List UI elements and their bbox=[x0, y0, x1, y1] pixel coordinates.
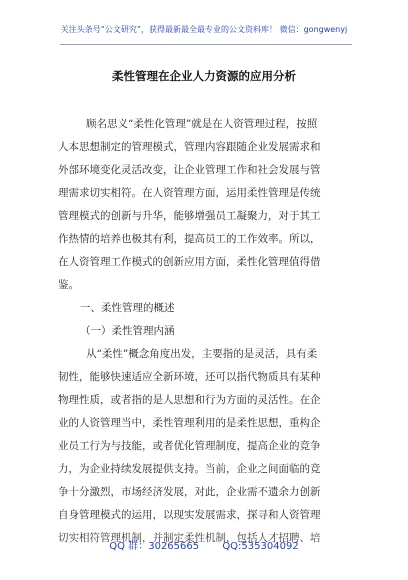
header-divider bbox=[60, 44, 352, 45]
body-line: 鉴。 bbox=[58, 279, 79, 291]
footer-qq: QQ:535304092 bbox=[222, 541, 299, 552]
body-line: 外部环境变化灵活改变，让企业管理工作和社会发展与管 bbox=[58, 164, 321, 176]
header-note: 关注头条号“公文研究”，获得最新最全最专业的公文资料库！ 微信：gongwenyj bbox=[60, 25, 348, 34]
body-line: 理需求切实相符。在人资管理方面，运用柔性管理是传统 bbox=[58, 187, 321, 199]
body-line: 争十分激烈，市场经济发展，对此，企业需不遗余力创新 bbox=[58, 486, 321, 498]
document-title: 柔性管理在企业人力资源的应用分析 bbox=[112, 69, 296, 83]
body-line: 韧性，能够快速适应全新环境，还可以指代物质具有某种 bbox=[58, 371, 321, 383]
body-line: 在人资管理工作模式的创新应用方面，柔性化管理值得借 bbox=[58, 256, 321, 268]
subsection-heading: （一）柔性管理内涵 bbox=[80, 325, 175, 337]
body-line: 自身管理模式的运用，以现实发展需求，探寻和人资管理 bbox=[58, 509, 321, 521]
body-line: 物理性质，或者指的是人思想和行为方面的灵活性。在企 bbox=[58, 394, 321, 406]
body-line: 业员工行为与技能，或者优化管理制度，提高企业的竞争 bbox=[58, 440, 321, 452]
body-line: 作热情的培养也极其有利，提高员工的工作效率。所以， bbox=[58, 233, 321, 245]
section-heading: 一、柔性管理的概述 bbox=[80, 302, 175, 314]
body-line: 切实相符管理机制，并制定柔性机制，包括人才招聘、培 bbox=[58, 532, 321, 544]
body-line: 管理模式的创新与升华，能够增强员工凝聚力，对于其工 bbox=[58, 210, 321, 222]
body-line: 人本思想制定的管理模式，管理内容跟随企业发展需求和 bbox=[58, 141, 321, 153]
footer-contact bbox=[0, 537, 408, 552]
body-line: 从“柔性”概念角度出发，主要指的是灵活，具有柔 bbox=[86, 348, 318, 360]
body-line: 力，为企业持续发展提供支持。当前，企业之间面临的竞 bbox=[58, 463, 321, 475]
body-line: 业的人资管理当中，柔性管理利用的是柔性思想，重构企 bbox=[58, 417, 321, 429]
footer-qq-group: QQ 群：30265665 bbox=[109, 541, 200, 552]
body-line: 顾名思义“柔性化管理”就是在人资管理过程，按照 bbox=[86, 118, 318, 130]
